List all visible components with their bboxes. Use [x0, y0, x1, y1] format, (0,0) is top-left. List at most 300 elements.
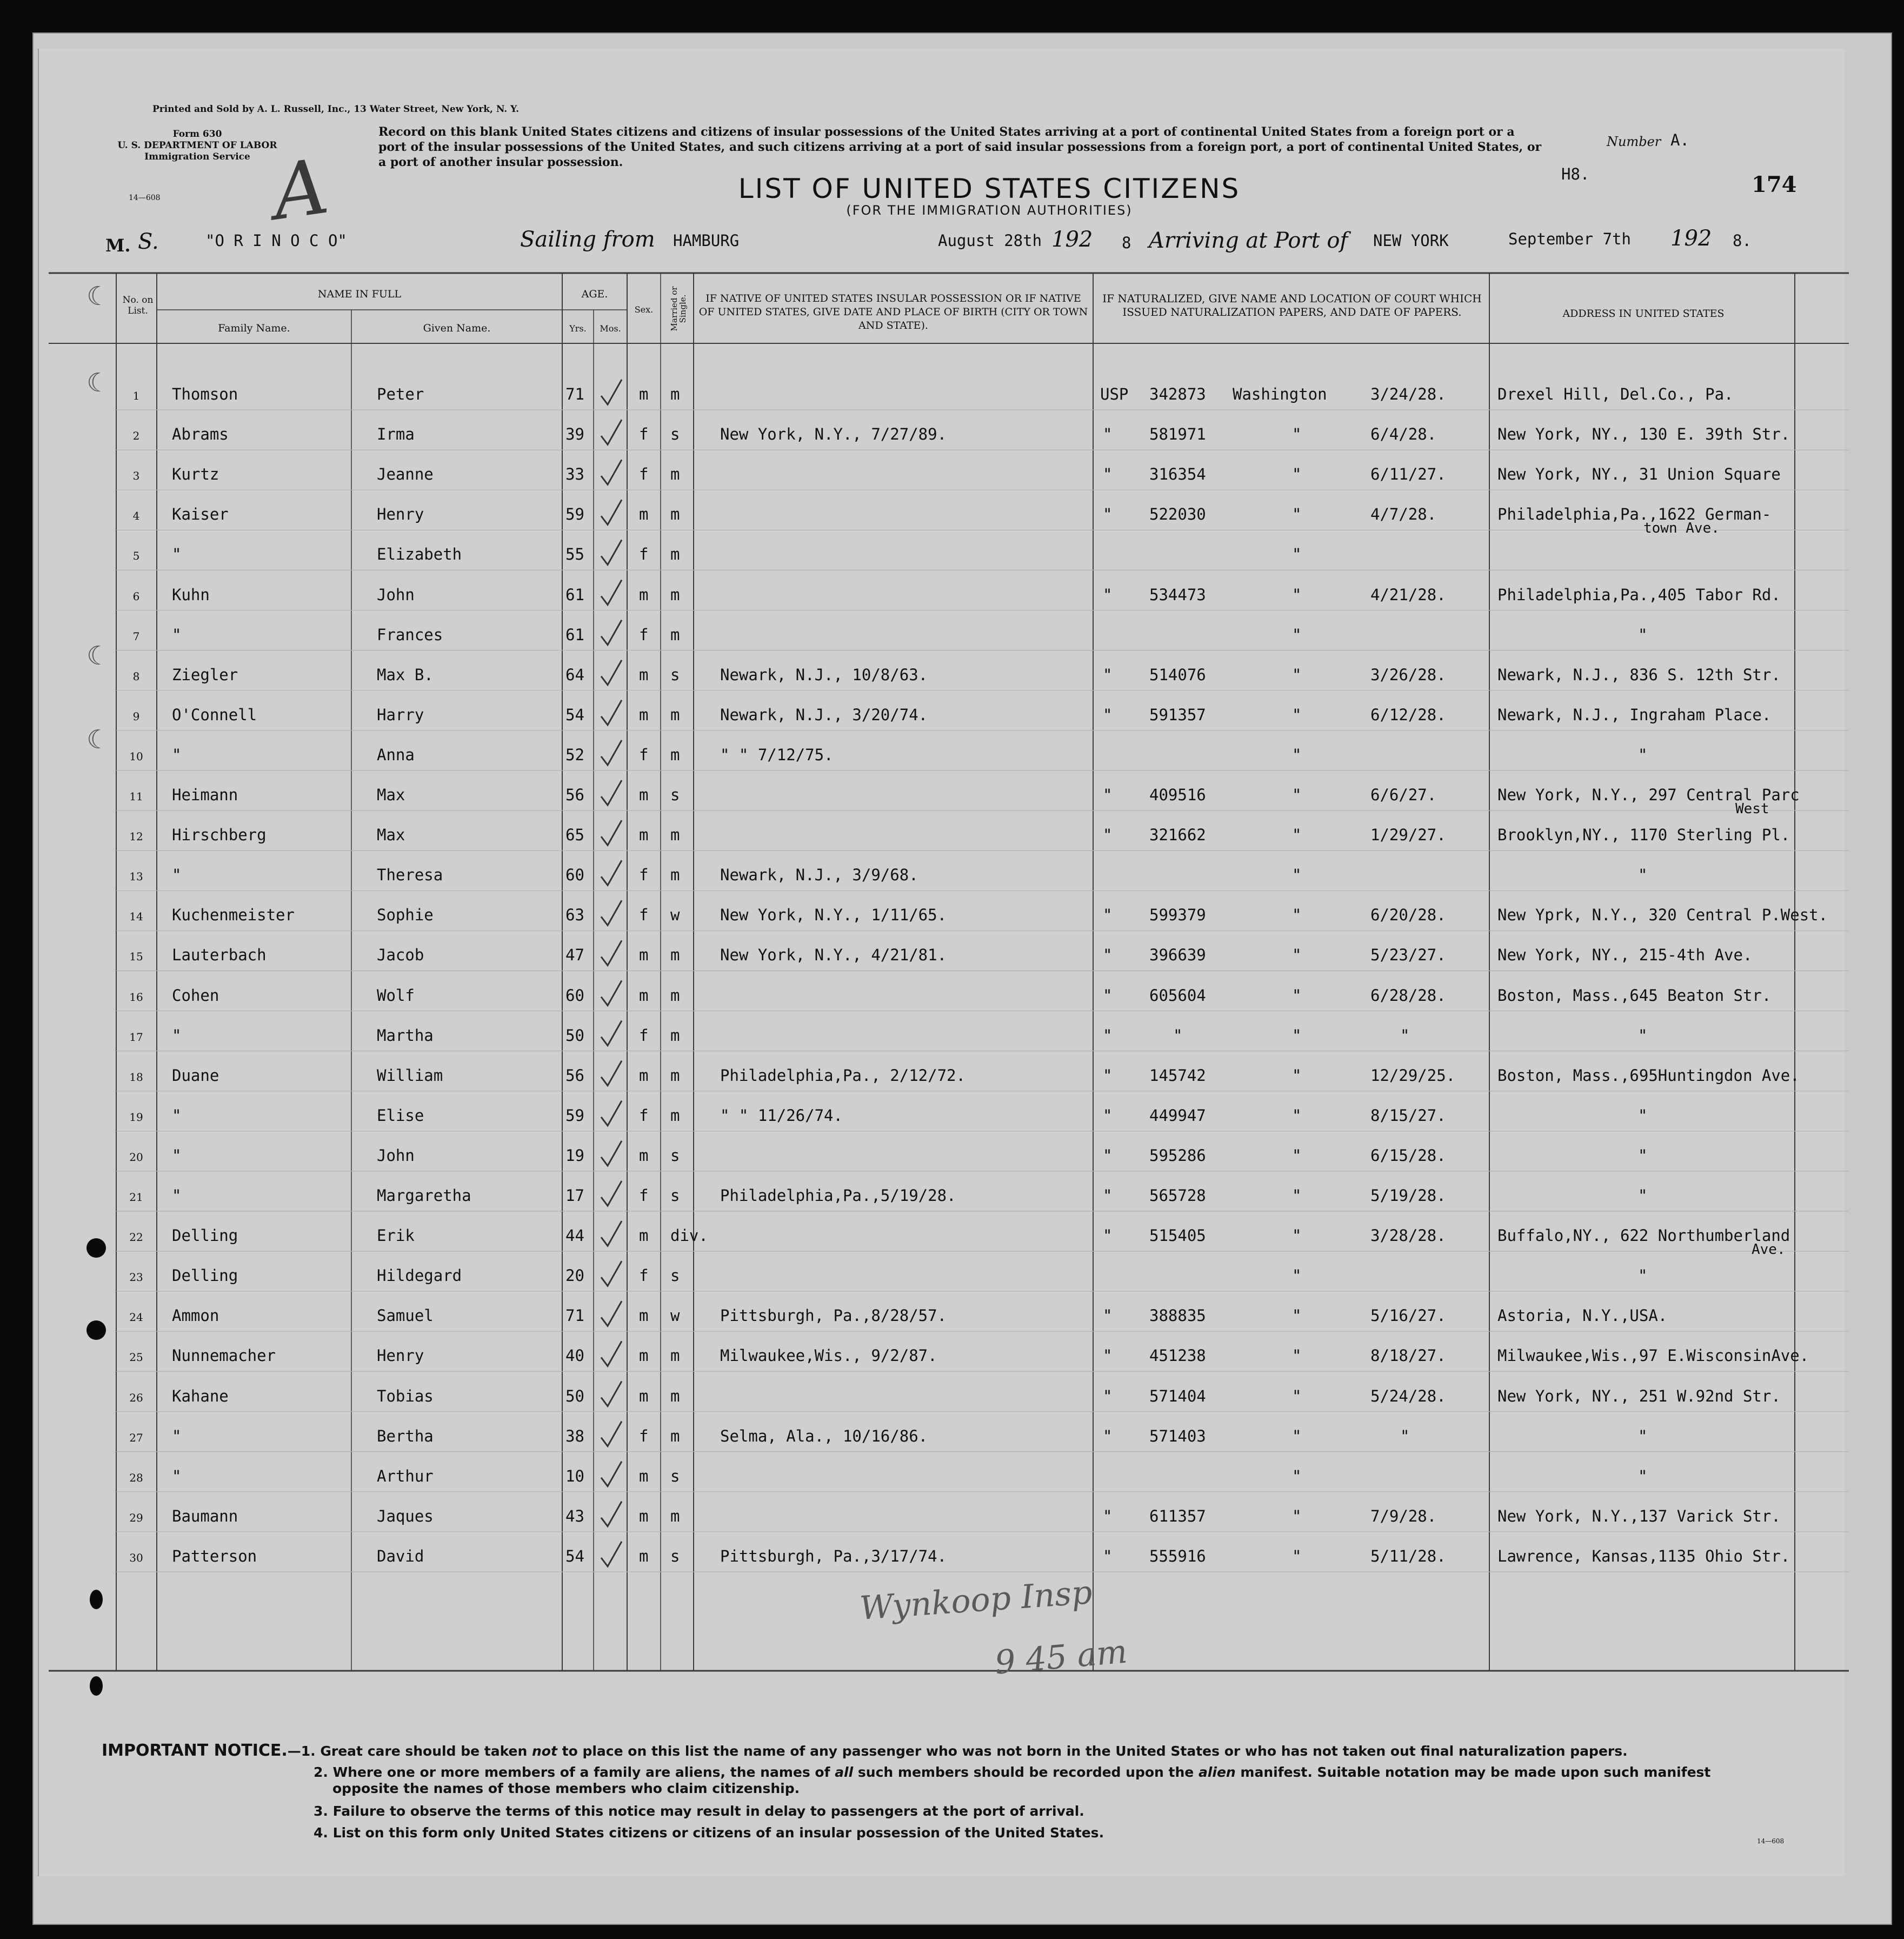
sex-cell: m — [639, 826, 649, 845]
row-number: 17 — [129, 1030, 143, 1044]
given-name-cell: Samuel — [377, 1306, 434, 1325]
column-header-name: NAME IN FULL — [317, 288, 402, 300]
court-cell: " — [1292, 1426, 1302, 1445]
sex-cell: f — [639, 1026, 649, 1045]
department-name: U. S. DEPARTMENT OF LABOR — [117, 140, 277, 151]
family-name-cell: Patterson — [172, 1546, 257, 1565]
arriving-label: Arriving at Port of — [1149, 228, 1348, 253]
given-name-cell: Wolf — [377, 986, 415, 1005]
paper-date-cell: " — [1400, 1426, 1410, 1445]
sex-cell: m — [639, 1226, 649, 1245]
address-cell: Boston, Mass.,645 Beaton Str. — [1497, 986, 1772, 1005]
sex-cell: m — [639, 665, 649, 684]
paper-prefix-cell: " — [1103, 1146, 1113, 1165]
address-cell: New York, NY., 251 W.92nd Str. — [1497, 1386, 1781, 1405]
address-cell-line2: Ave. — [1752, 1241, 1786, 1258]
form-code: 14—608 — [129, 194, 161, 202]
family-name-cell: Abrams — [172, 425, 229, 444]
family-name-cell: " — [172, 625, 182, 644]
paper-prefix-cell: " — [1103, 786, 1113, 804]
family-name-cell: Kuhn — [172, 585, 210, 604]
marital-status-cell: m — [670, 1106, 680, 1125]
sex-cell: m — [639, 1146, 649, 1165]
paper-prefix-cell: " — [1103, 946, 1113, 965]
age-years-cell: 52 — [565, 745, 584, 764]
birth-place-cell: Pittsburgh, Pa.,3/17/74. — [720, 1546, 947, 1565]
court-cell: " — [1292, 545, 1302, 564]
given-name-cell: Sophie — [377, 906, 434, 925]
court-cell: " — [1292, 1386, 1302, 1405]
family-name-cell: " — [172, 1426, 182, 1445]
age-years-cell: 50 — [565, 1026, 584, 1045]
sail-year-label: 192 — [1051, 227, 1093, 252]
given-name-cell: David — [377, 1546, 424, 1565]
age-years-cell: 59 — [565, 1106, 584, 1125]
court-cell: " — [1292, 585, 1302, 604]
paper-number-cell: 565728 — [1149, 1186, 1206, 1205]
footer-form-code: 14—608 — [1757, 1837, 1785, 1845]
address-cell: New York, N.Y.,137 Varick Str. — [1497, 1506, 1781, 1525]
arriving-port: NEW YORK — [1373, 231, 1449, 250]
court-cell: " — [1292, 1226, 1302, 1245]
row-number: 13 — [129, 870, 143, 884]
paper-number-cell: 555916 — [1149, 1546, 1206, 1565]
service-name: Immigration Service — [144, 151, 250, 162]
inspection-time: 9 45 am — [993, 1632, 1129, 1682]
court-cell: " — [1292, 1546, 1302, 1565]
court-cell: " — [1292, 1186, 1302, 1205]
arrival-year: 8. — [1733, 231, 1752, 250]
column-header-address: ADDRESS IN UNITED STATES — [1562, 308, 1725, 320]
given-name-cell: Theresa — [377, 866, 443, 885]
age-years-cell: 20 — [565, 1266, 584, 1285]
column-header-naturalized: IF NATURALIZED, GIVE NAME AND LOCATION OF COURT WHICH ISSUED NATURALIZATION PAPERS, AND DATE OF PAPERS. — [1102, 292, 1482, 318]
marital-status-cell: s — [670, 665, 680, 684]
paper-number-cell: 605604 — [1149, 986, 1206, 1005]
paper-number-cell: 451238 — [1149, 1346, 1206, 1365]
sex-cell: m — [639, 705, 649, 724]
sex-cell: m — [639, 1466, 649, 1485]
paper-prefix-cell: " — [1103, 1026, 1113, 1045]
sailing-label: Sailing from — [520, 227, 655, 252]
row-number: 27 — [129, 1431, 143, 1444]
marital-status-cell: w — [670, 906, 680, 925]
birth-place-cell: Milwaukee,Wis., 9/2/87. — [720, 1346, 937, 1365]
paper-number-cell: 342873 — [1149, 385, 1206, 403]
sex-cell: m — [639, 1346, 649, 1365]
birth-place-cell: Newark, N.J., 10/8/63. — [720, 665, 928, 684]
address-cell: Buffalo,NY., 622 Northumberland — [1497, 1226, 1790, 1245]
paper-prefix-cell: " — [1103, 585, 1113, 604]
address-cell: New York, NY., 31 Union Square — [1497, 465, 1781, 484]
row-number: 16 — [129, 990, 143, 1004]
family-name-cell: " — [172, 1466, 182, 1485]
address-cell: New Yprk, N.Y., 320 Central P.West. — [1497, 906, 1828, 925]
age-years-cell: 61 — [565, 625, 584, 644]
birth-place-cell: New York, N.Y., 1/11/65. — [720, 906, 947, 925]
column-header-family: Family Name. — [218, 322, 290, 334]
given-name-cell: Bertha — [377, 1426, 434, 1445]
age-years-cell: 40 — [565, 1346, 584, 1365]
paper-prefix-cell: " — [1103, 986, 1113, 1005]
paper-date-cell: 4/21/28. — [1370, 585, 1446, 604]
given-name-cell: Henry — [377, 505, 424, 524]
court-cell: " — [1292, 1346, 1302, 1365]
row-number: 23 — [129, 1271, 143, 1284]
given-name-cell: Elise — [377, 1106, 424, 1125]
court-cell: " — [1292, 986, 1302, 1005]
paper-date-cell: 7/9/28. — [1370, 1506, 1437, 1525]
birth-place-cell: " " 7/12/75. — [720, 745, 834, 764]
paper-prefix-cell: " — [1103, 1226, 1113, 1245]
notice-emphasis: not — [532, 1743, 557, 1759]
row-number: 12 — [129, 830, 143, 844]
court-cell: " — [1292, 505, 1302, 524]
row-number: 3 — [132, 469, 140, 483]
given-name-cell: Erik — [377, 1226, 415, 1245]
birth-place-cell: New York, N.Y., 7/27/89. — [720, 425, 947, 444]
birth-place-cell: Philadelphia,Pa., 2/12/72. — [720, 1066, 966, 1085]
given-name-cell: Frances — [377, 625, 443, 644]
age-years-cell: 59 — [565, 505, 584, 524]
court-cell: " — [1292, 946, 1302, 965]
address-cell: " — [1638, 625, 1648, 644]
court-cell: " — [1292, 705, 1302, 724]
address-cell: Philadelphia,Pa.,405 Tabor Rd. — [1497, 585, 1781, 604]
given-name-cell: Elizabeth — [377, 545, 462, 564]
address-cell: Milwaukee,Wis.,97 E.WisconsinAve. — [1497, 1346, 1809, 1365]
age-years-cell: 71 — [565, 385, 584, 403]
paper-date-cell: 8/15/27. — [1370, 1106, 1446, 1125]
age-years-cell: 60 — [565, 866, 584, 885]
paper-date-cell: 3/28/28. — [1370, 1226, 1446, 1245]
marital-status-cell: s — [670, 1466, 680, 1485]
family-name-cell: Kuchenmeister — [172, 906, 295, 925]
paper-number-cell: 449947 — [1149, 1106, 1206, 1125]
row-number: 9 — [132, 709, 140, 723]
row-number: 18 — [129, 1070, 143, 1084]
paper-date-cell: 3/24/28. — [1370, 385, 1446, 403]
paper-date-cell: 4/7/28. — [1370, 505, 1437, 524]
paper-prefix-cell: " — [1103, 1346, 1113, 1365]
binding-mark: ☾ — [86, 725, 110, 755]
paper-date-cell: 12/29/25. — [1370, 1066, 1456, 1085]
paper-date-cell: " — [1400, 1026, 1410, 1045]
given-name-cell: Harry — [377, 705, 424, 724]
address-cell: " — [1638, 745, 1648, 764]
marital-status-cell: m — [670, 866, 680, 885]
paper-number-cell: 388835 — [1149, 1306, 1206, 1325]
paper-number-cell: 522030 — [1149, 505, 1206, 524]
paper-number-cell: 571403 — [1149, 1426, 1206, 1445]
row-number: 22 — [129, 1231, 143, 1244]
paper-date-cell: 6/28/28. — [1370, 986, 1446, 1005]
sex-cell: m — [639, 986, 649, 1005]
sex-cell: m — [639, 1546, 649, 1565]
column-header-given: Given Name. — [423, 322, 491, 334]
vessel-type: S. — [138, 229, 159, 254]
court-cell: " — [1292, 1146, 1302, 1165]
marital-status-cell: m — [670, 946, 680, 965]
court-cell: " — [1292, 866, 1302, 885]
paper-date-cell: 5/24/28. — [1370, 1386, 1446, 1405]
sex-cell: m — [639, 385, 649, 403]
paper-date-cell: 5/19/28. — [1370, 1186, 1446, 1205]
marital-status-cell: m — [670, 505, 680, 524]
marital-status-cell: m — [670, 826, 680, 845]
age-years-cell: 43 — [565, 1506, 584, 1525]
family-name-cell: Lauterbach — [172, 946, 267, 965]
row-number: 7 — [132, 629, 140, 643]
marital-status-cell: m — [670, 1386, 680, 1405]
paper-date-cell: 5/23/27. — [1370, 946, 1446, 965]
paper-number-cell: 316354 — [1149, 465, 1206, 484]
paper-date-cell: 6/4/28. — [1370, 425, 1437, 444]
punch-hole — [86, 1320, 106, 1340]
age-years-cell: 60 — [565, 986, 584, 1005]
age-years-cell: 71 — [565, 1306, 584, 1325]
given-name-cell: Peter — [377, 385, 424, 403]
given-name-cell: Margaretha — [377, 1186, 471, 1205]
address-cell: " — [1638, 1026, 1648, 1045]
paper-prefix-cell: " — [1103, 1426, 1113, 1445]
address-cell-line2: town Ave. — [1643, 520, 1720, 537]
punch-hole — [86, 1238, 106, 1258]
court-cell: " — [1292, 1106, 1302, 1125]
paper-prefix-cell: " — [1103, 705, 1113, 724]
row-number: 1 — [132, 389, 140, 402]
age-years-cell: 54 — [565, 705, 584, 724]
court-cell: " — [1292, 745, 1302, 764]
paper-date-cell: 8/18/27. — [1370, 1346, 1446, 1365]
paper-number-cell: 571404 — [1149, 1386, 1206, 1405]
paper-prefix-cell: " — [1103, 1066, 1113, 1085]
age-years-cell: 19 — [565, 1146, 584, 1165]
family-name-cell: Kahane — [172, 1386, 229, 1405]
sex-cell: m — [639, 946, 649, 965]
address-cell: New York, N.Y., 297 Central Parc — [1497, 786, 1800, 804]
arrival-date: September 7th — [1508, 230, 1631, 248]
paper-prefix-cell: " — [1103, 1546, 1113, 1565]
row-number: 8 — [132, 669, 140, 683]
sex-cell: f — [639, 545, 649, 564]
binding-mark: ☾ — [86, 641, 110, 671]
form-number: Form 630 — [172, 129, 222, 140]
paper-prefix-cell: " — [1103, 1506, 1113, 1525]
given-name-cell: Henry — [377, 1346, 424, 1365]
punch-hole — [90, 1676, 103, 1696]
paper-date-cell: 3/26/28. — [1370, 665, 1446, 684]
court-cell: " — [1292, 665, 1302, 684]
paper-number-cell: 595286 — [1149, 1146, 1206, 1165]
family-name-cell: Thomson — [172, 385, 238, 403]
paper-number-cell: 396639 — [1149, 946, 1206, 965]
sex-cell: f — [639, 1186, 649, 1205]
notice-text: —1. Great care should be taken — [287, 1743, 532, 1759]
row-number: 10 — [129, 749, 143, 763]
paper-number-cell: 611357 — [1149, 1506, 1206, 1525]
sex-cell: m — [639, 1386, 649, 1405]
court-cell: " — [1292, 1506, 1302, 1525]
paper-prefix-cell: " — [1103, 1186, 1113, 1205]
marital-status-cell: m — [670, 705, 680, 724]
sex-cell: m — [639, 505, 649, 524]
column-header-native: IF NATIVE OF UNITED STATES INSULAR POSSESSION OR IF NATIVE OF UNITED STATES, GIVE DATE AND PLACE OF BIRTH (CITY OR TOWN AND STATE). — [698, 293, 1088, 331]
address-cell: Boston, Mass.,695Huntingdon Ave. — [1497, 1066, 1800, 1085]
paper-date-cell: 1/29/27. — [1370, 826, 1446, 845]
paper-prefix-cell: " — [1103, 505, 1113, 524]
row-number: 5 — [132, 549, 140, 563]
age-years-cell: 56 — [565, 1066, 584, 1085]
paper-number-cell: 514076 — [1149, 665, 1206, 684]
court-cell: " — [1292, 826, 1302, 845]
court-cell: " — [1292, 1066, 1302, 1085]
vessel-name: "O R I N O C O" — [205, 231, 347, 250]
address-cell: " — [1638, 866, 1648, 885]
sail-year: 8 — [1122, 234, 1131, 252]
age-years-cell: 65 — [565, 826, 584, 845]
age-years-cell: 38 — [565, 1426, 584, 1445]
marital-status-cell: div. — [670, 1226, 708, 1245]
vessel-prefix: M. — [105, 235, 131, 256]
marital-status-cell: m — [670, 745, 680, 764]
marital-status-cell: m — [670, 1426, 680, 1445]
row-number: 2 — [132, 429, 140, 443]
sex-cell: f — [639, 1266, 649, 1285]
address-cell: New York, NY., 215-4th Ave. — [1497, 946, 1753, 965]
sex-cell: f — [639, 906, 649, 925]
given-name-cell: Jacob — [377, 946, 424, 965]
paper-number-cell: 591357 — [1149, 705, 1206, 724]
birth-place-cell: New York, N.Y., 4/21/81. — [720, 946, 947, 965]
age-years-cell: 56 — [565, 786, 584, 804]
given-name-cell: John — [377, 1146, 415, 1165]
family-name-cell: " — [172, 1026, 182, 1045]
marital-status-cell: m — [670, 545, 680, 564]
row-number: 24 — [129, 1311, 143, 1324]
given-name-cell: Martha — [377, 1026, 434, 1045]
age-years-cell: 64 — [565, 665, 584, 684]
court-cell: " — [1292, 625, 1302, 644]
birth-place-cell: Philadelphia,Pa.,5/19/28. — [720, 1186, 956, 1205]
family-name-cell: Duane — [172, 1066, 219, 1085]
row-number: 25 — [129, 1351, 143, 1364]
notice-text: such members should be recorded upon the — [853, 1764, 1199, 1780]
age-years-cell: 44 — [565, 1226, 584, 1245]
court-cell: " — [1292, 1026, 1302, 1045]
court-cell: " — [1292, 906, 1302, 925]
column-header-no: No. on List. — [122, 295, 154, 316]
paper-prefix-cell: " — [1103, 826, 1113, 845]
row-number: 15 — [129, 950, 143, 964]
notice-text: 2. Where one or more members of a family are aliens, the names of — [314, 1764, 835, 1780]
paper-date-cell: 6/11/27. — [1370, 465, 1446, 484]
column-header-age: AGE. — [581, 288, 608, 300]
sex-cell: f — [639, 1106, 649, 1125]
given-name-cell: Max — [377, 826, 405, 845]
given-name-cell: William — [377, 1066, 443, 1085]
paper-prefix-cell: " — [1103, 425, 1113, 444]
row-number: 19 — [129, 1110, 143, 1124]
column-header-mos: Mos. — [600, 323, 621, 334]
paper-date-cell: 5/11/28. — [1370, 1546, 1446, 1565]
notice-label: IMPORTANT NOTICE. — [102, 1741, 288, 1760]
paper-date-cell: 6/12/28. — [1370, 705, 1446, 724]
notice-item-2-cont: opposite the names of those members who claim citizenship. — [332, 1781, 800, 1796]
court-cell: " — [1292, 786, 1302, 804]
family-name-cell: " — [172, 545, 182, 564]
paper-date-cell: 6/15/28. — [1370, 1146, 1446, 1165]
court-cell: " — [1292, 1306, 1302, 1325]
paper-date-cell: 5/16/27. — [1370, 1306, 1446, 1325]
family-name-cell: Kaiser — [172, 505, 229, 524]
paper-prefix-cell: " — [1103, 1386, 1113, 1405]
binding-mark: ☾ — [86, 281, 110, 311]
address-cell: " — [1638, 1186, 1648, 1205]
handwritten-letter: A — [267, 142, 334, 238]
marital-status-cell: m — [670, 465, 680, 484]
column-header-sex: Sex. — [634, 304, 654, 315]
court-cell: Washington — [1233, 385, 1327, 403]
punch-hole — [90, 1590, 103, 1609]
notice-item-2 — [314, 1764, 1710, 1781]
sex-cell: f — [639, 866, 649, 885]
court-cell: " — [1292, 1466, 1302, 1485]
sex-cell: m — [639, 786, 649, 804]
h-mark: H8. — [1561, 165, 1590, 183]
column-header-married: Married or Single. — [669, 286, 688, 331]
given-name-cell: Tobias — [377, 1386, 434, 1405]
marital-status-cell: m — [670, 986, 680, 1005]
address-cell: Brooklyn,NY., 1170 Sterling Pl. — [1497, 826, 1790, 845]
row-number: 29 — [129, 1511, 143, 1524]
paper-prefix-cell: USP — [1100, 385, 1129, 403]
row-number: 21 — [129, 1191, 143, 1204]
row-number: 28 — [129, 1471, 143, 1484]
age-years-cell: 39 — [565, 425, 584, 444]
paper-number-cell: 321662 — [1149, 826, 1206, 845]
paper-prefix-cell: " — [1103, 665, 1113, 684]
court-cell: " — [1292, 425, 1302, 444]
family-name-cell: Ziegler — [172, 665, 238, 684]
age-years-cell: 33 — [565, 465, 584, 484]
family-name-cell: " — [172, 1106, 182, 1125]
paper-number-cell: 145742 — [1149, 1066, 1206, 1085]
paper-date-cell: 6/20/28. — [1370, 906, 1446, 925]
marital-status-cell: s — [670, 1266, 680, 1285]
birth-place-cell: Newark, N.J., 3/9/68. — [720, 866, 918, 885]
family-name-cell: " — [172, 1146, 182, 1165]
marital-status-cell: s — [670, 786, 680, 804]
birth-place-cell: Newark, N.J., 3/20/74. — [720, 705, 928, 724]
marital-status-cell: m — [670, 385, 680, 403]
printer-line: Printed and Sold by A. L. Russell, Inc., 13 Water Street, New York, N. Y. — [152, 104, 519, 115]
row-number: 4 — [132, 509, 140, 523]
age-years-cell: 61 — [565, 585, 584, 604]
arrival-year-label: 192 — [1670, 226, 1712, 251]
marital-status-cell: s — [670, 425, 680, 444]
sailing-port: HAMBURG — [673, 231, 740, 250]
number-value: A. — [1670, 131, 1689, 149]
column-header-yrs: Yrs. — [569, 323, 587, 334]
age-years-cell: 17 — [565, 1186, 584, 1205]
given-name-cell: Irma — [377, 425, 415, 444]
page-number: 174 — [1752, 172, 1797, 197]
address-cell: " — [1638, 1466, 1648, 1485]
notice-item-3: 3. Failure to observe the terms of this notice may result in delay to passengers at the port of arrival. — [314, 1803, 1084, 1819]
marital-status-cell: s — [670, 1546, 680, 1565]
paper-number-cell: 599379 — [1149, 906, 1206, 925]
